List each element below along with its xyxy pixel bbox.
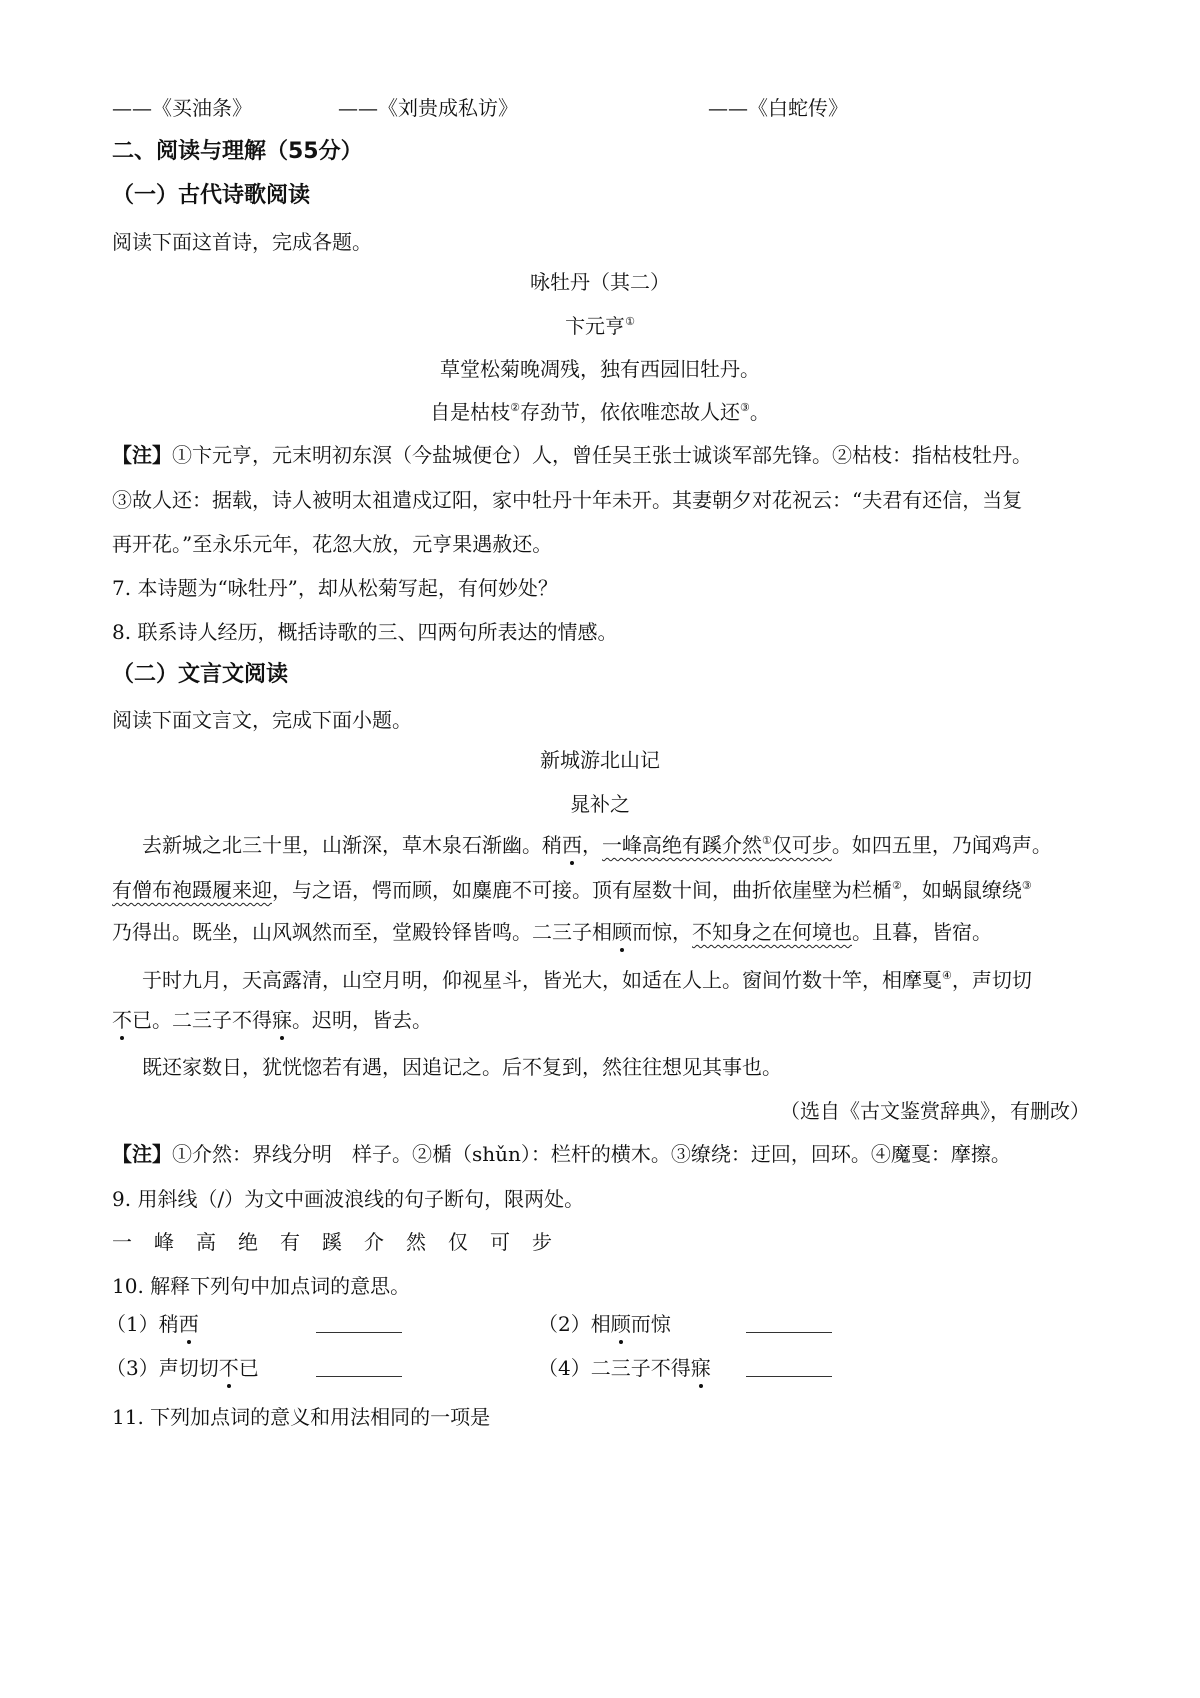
note-label: 【注】 xyxy=(112,443,172,467)
footnote-marker: ③ xyxy=(1021,879,1032,892)
answer-blank-1[interactable] xyxy=(316,1310,402,1338)
essay-p2-line-1 xyxy=(142,966,1032,994)
poem-author xyxy=(0,312,1200,340)
ref-2: ——《刘贵成私访》 xyxy=(338,96,518,120)
essay-p1-line-2 xyxy=(112,876,1032,904)
essay-author: 晁补之 xyxy=(570,792,630,816)
text-run: 仅可步 xyxy=(771,833,832,857)
poem-line-2-b: 存劲节，依依唯恋故人还 xyxy=(520,400,740,424)
poem-note-3: 再开花。”至永乐元年，花忽大放，元亨果遇赦还。 xyxy=(112,532,553,556)
item-number: （2） xyxy=(538,1312,591,1336)
question-7: 7. 本诗题为“咏牡丹”，却从松菊写起，有何妙处？ xyxy=(112,576,558,600)
text-run: 。如四五里，乃闻鸡声。 xyxy=(831,833,1052,857)
text-run: 已 xyxy=(238,1356,259,1380)
part1-title: （一）古代诗歌阅读 xyxy=(112,183,311,208)
note-text: ①卞元亨，元末明初东溟（今盐城便仓）人，曾任吴王张士诚谈军部先锋。②枯枝：指枯枝牡丹。 xyxy=(172,443,1032,467)
wavy-underlined-sentence: 不知身之在何境也 xyxy=(692,920,852,944)
footnote-marker: ④ xyxy=(942,969,952,982)
poem-author-name: 卞元亨 xyxy=(565,314,626,338)
poem-title: 咏牡丹（其二） xyxy=(530,270,670,294)
q9-char: 一 xyxy=(112,1230,132,1254)
essay-p2-line-2 xyxy=(112,1006,432,1034)
question-10: 10. 解释下列句中加点词的意思。 xyxy=(112,1274,411,1298)
blank-line[interactable] xyxy=(316,1312,402,1333)
footnote-marker: ① xyxy=(762,834,772,847)
text-run: 乃得出。既坐，山风飒然而至，堂殿铃铎皆鸣。二三子相 xyxy=(112,920,612,944)
q9-char: 介 xyxy=(364,1230,384,1254)
poem-note-1 xyxy=(112,441,1032,469)
dotted-word: 西 xyxy=(178,1312,199,1336)
footnote-marker: ③ xyxy=(740,401,750,414)
text-run: 而惊 xyxy=(630,1312,671,1336)
q9-char: 有 xyxy=(280,1230,300,1254)
poem-line-1: 草堂松菊晚凋残，独有西园旧牡丹。 xyxy=(440,357,760,381)
text-run: 稍 xyxy=(158,1312,179,1336)
part2-instruction: 阅读下面文言文，完成下面小题。 xyxy=(112,708,412,732)
text-run: 相 xyxy=(590,1312,611,1336)
part1-instruction: 阅读下面这首诗，完成各题。 xyxy=(112,230,372,254)
poem-line-2 xyxy=(0,398,1200,426)
text-run: 二三子不得 xyxy=(590,1356,691,1380)
footnote-marker: ① xyxy=(625,315,635,328)
question-9: 9. 用斜线（/）为文中画波浪线的句子断句，限两处。 xyxy=(112,1187,585,1211)
item-number: （3） xyxy=(106,1356,159,1380)
question-11: 11. 下列加点词的意义和用法相同的一项是 xyxy=(112,1405,491,1429)
text-run: 去新城之北三十里，山渐深，草木泉石渐幽。稍 xyxy=(142,833,562,857)
poem-line-2-c: 。 xyxy=(749,400,770,424)
essay-p1-line-3 xyxy=(112,918,992,946)
blank-line[interactable] xyxy=(746,1356,832,1377)
essay-p3: 既还家数日，犹恍惚若有遇，因追记之。后不复到，然往往想见其事也。 xyxy=(142,1055,782,1079)
ref-1: ——《买油条》 xyxy=(112,96,252,120)
question-8: 8. 联系诗人经历，概括诗歌的三、四两句所表达的情感。 xyxy=(112,620,618,644)
q9-char: 步 xyxy=(532,1230,552,1254)
q9-char: 峰 xyxy=(154,1230,174,1254)
dotted-word: 西 xyxy=(562,833,582,857)
text-run: ，与之语，愕而顾，如麋鹿不可接。顶有屋数十间，曲折依崖壁为栏楯 xyxy=(272,878,892,902)
blank-line[interactable] xyxy=(746,1312,832,1333)
q9-char: 蹊 xyxy=(322,1230,342,1254)
essay-title: 新城游北山记 xyxy=(540,748,660,772)
footnote-marker: ② xyxy=(892,879,902,892)
text-run: ，如蜗鼠缭绕 xyxy=(901,878,1022,902)
text-run: 于时九月，天高露清，山空月明，仰视星斗，皆光大，如适在人上。窗间竹数十竿，相摩戛 xyxy=(142,968,942,992)
text-run: 。且暮，皆宿。 xyxy=(852,920,992,944)
text-run: ， xyxy=(582,833,602,857)
q9-char: 高 xyxy=(196,1230,216,1254)
note-label: 【注】 xyxy=(112,1142,172,1166)
poem-note-2: ③故人还：据载，诗人被明太祖遣戍辽阳，家中牡丹十年未开。其妻朝夕对花祝云：“夫君有还信，当复 xyxy=(112,488,1023,512)
wavy-underlined-sentence: 有僧布袍蹑履来迎 xyxy=(112,878,272,902)
q9-char: 然 xyxy=(406,1230,426,1254)
q9-char: 仅 xyxy=(448,1230,468,1254)
dotted-word: 顾 xyxy=(612,920,632,944)
note-text: ①介然：界线分明 样子。②楯（shǔn）：栏杆的横木。③缭绕：迂回，回环。④魔戛：摩擦。 xyxy=(172,1142,1011,1166)
dotted-word: 寐 xyxy=(690,1356,711,1380)
item-number: （4） xyxy=(538,1356,591,1380)
blank-line[interactable] xyxy=(316,1356,402,1377)
section-heading: 二、阅读与理解（55分） xyxy=(112,139,363,164)
part2-title: （二）文言文阅读 xyxy=(112,662,289,687)
text-run: ，声切切 xyxy=(951,968,1032,992)
essay-source: （选自《古文鉴赏辞典》，有删改） xyxy=(780,1099,1090,1123)
answer-blank-2[interactable] xyxy=(746,1310,832,1338)
dotted-word: 不 xyxy=(112,1008,132,1032)
q10-item-2 xyxy=(538,1310,671,1338)
essay-p1-line-1 xyxy=(142,831,1052,859)
q10-item-4 xyxy=(538,1354,711,1382)
answer-blank-3[interactable] xyxy=(316,1354,402,1382)
dotted-word: 不 xyxy=(218,1356,239,1380)
answer-blank-4[interactable] xyxy=(746,1354,832,1382)
dotted-word: 顾 xyxy=(610,1312,631,1336)
essay-note xyxy=(112,1140,1011,1168)
q9-char: 绝 xyxy=(238,1230,258,1254)
text-run: 已。二三子不得 xyxy=(132,1008,272,1032)
ref-3: ——《白蛇传》 xyxy=(708,96,848,120)
text-run: 一峰高绝有蹊介然 xyxy=(602,833,762,857)
text-run: 而惊， xyxy=(632,920,692,944)
dotted-word: 寐 xyxy=(272,1008,292,1032)
poem-line-2-a: 自是枯枝 xyxy=(430,400,511,424)
text-run: 。迟明，皆去。 xyxy=(292,1008,432,1032)
text-run: 声切切 xyxy=(158,1356,219,1380)
wavy-underlined-sentence xyxy=(602,833,832,857)
q9-sentence xyxy=(112,1228,574,1256)
footnote-marker: ② xyxy=(510,401,520,414)
q9-char: 可 xyxy=(490,1230,510,1254)
item-number: （1） xyxy=(106,1312,159,1336)
q10-item-1 xyxy=(106,1310,199,1338)
q10-item-3 xyxy=(106,1354,259,1382)
